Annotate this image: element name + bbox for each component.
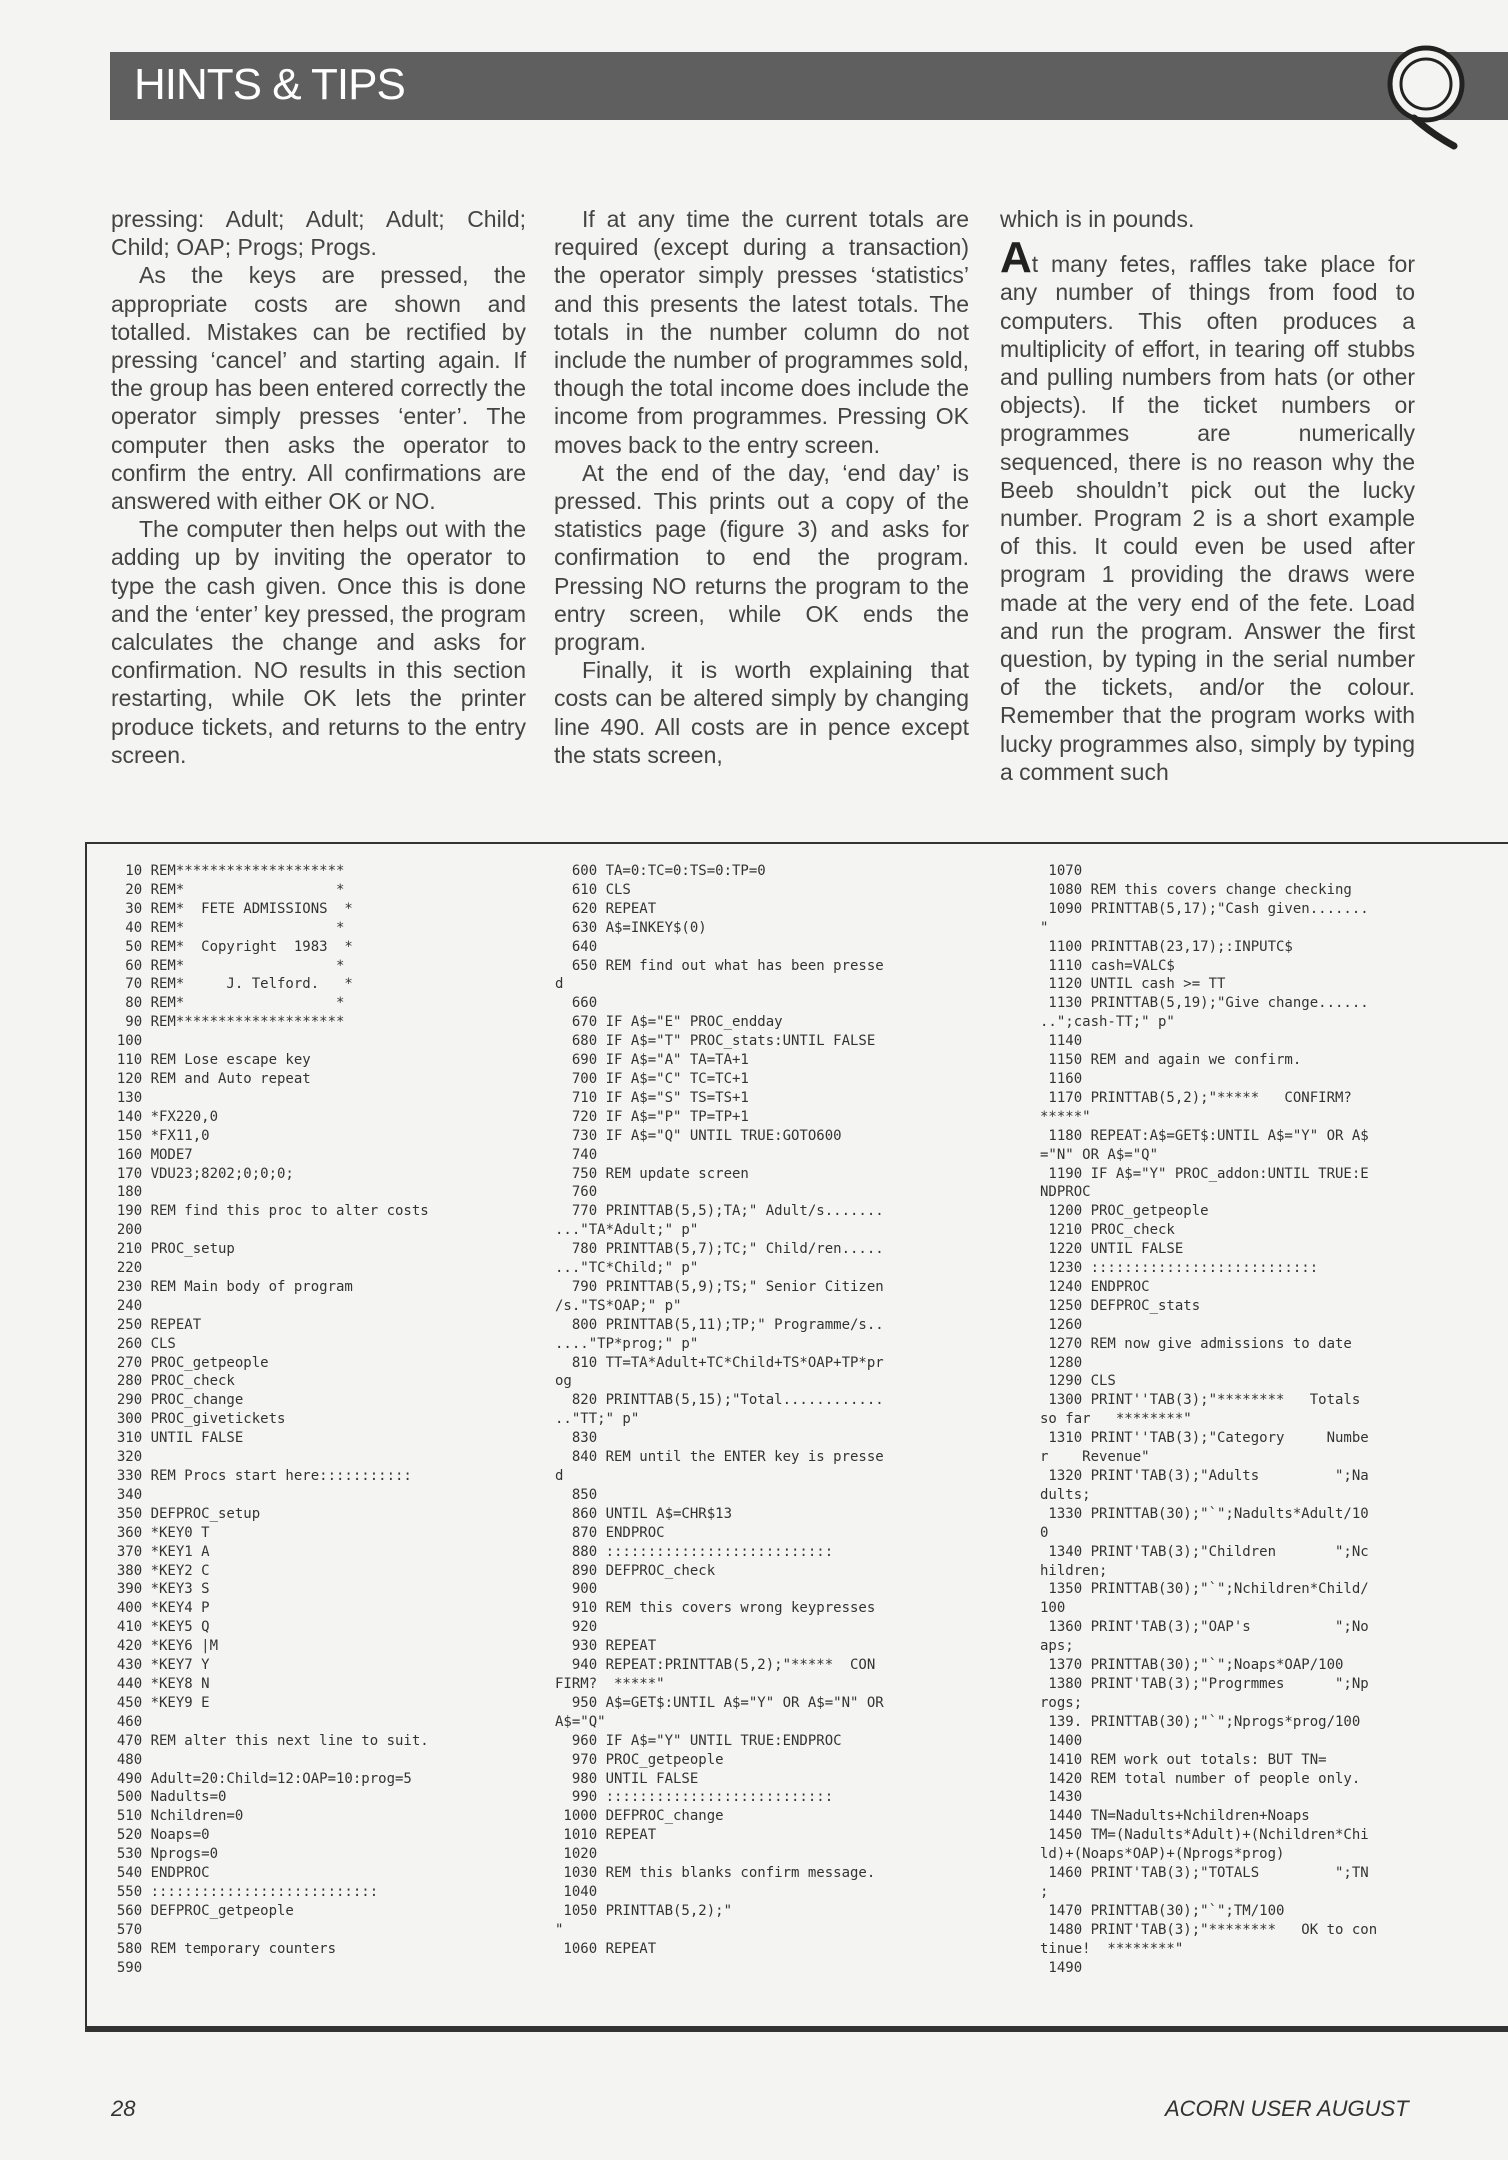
code-line: 720 IF A$="P" TP=TP+1: [555, 1108, 749, 1125]
code-line: 420 *KEY6 |M: [100, 1638, 219, 1655]
code-line: 800 PRINTTAB(5,11);TP;" Programme/s..: [555, 1316, 884, 1333]
paragraph: At the end of the day, ‘end day’ is pressed. This prints out a copy of the statistics page (figure 3) and asks for confirmation to end the program. Pressing NO returns the program to the entry screen, while OK ends the program.: [554, 459, 969, 656]
code-line: 130: [100, 1089, 143, 1106]
page-number: 28: [111, 2096, 136, 2121]
code-line: 350 DEFPROC_setup: [100, 1505, 261, 1522]
code-line: 210 PROC_setup: [100, 1241, 235, 1258]
code-line: 1380 PRINT'TAB(3);"Progrmmes ";Np: [1040, 1675, 1369, 1692]
code-line: 820 PRINTTAB(5,15);"Total............: [555, 1392, 884, 1409]
code-line: 930 REPEAT: [555, 1638, 657, 1655]
code-line: 1410 REM work out totals: BUT TN=: [1040, 1751, 1327, 1768]
code-line: 90 REM********************: [100, 1014, 345, 1031]
code-line: 880 :::::::::::::::::::::::::::: [555, 1543, 834, 1560]
code-line: 950 A$=GET$:UNTIL A$="Y" OR A$="N" OR: [555, 1694, 884, 1711]
code-line: 690 IF A$="A" TA=TA+1: [555, 1052, 749, 1069]
code-line: ="N" OR A$="Q": [1040, 1146, 1159, 1163]
code-line: *****": [1040, 1108, 1091, 1125]
code-line: 960 IF A$="Y" UNTIL TRUE:ENDPROC: [555, 1732, 842, 1749]
code-line: 610 CLS: [555, 881, 631, 898]
code-line: 740: [555, 1146, 598, 1163]
code-line: ": [1040, 919, 1049, 936]
code-line: 470 REM alter this next line to suit.: [100, 1732, 429, 1749]
paragraph: If at any time the current totals are required (except during a transaction) the operator simply presses ‘statistics’ and this presents the latest totals. The totals in the number column do not include the number of programmes sold, though the total income does include the income from programmes. Pressing OK moves back to the entry screen.: [554, 206, 969, 458]
code-line: 50 REM* Copyright 1983 *: [100, 938, 353, 955]
code-line: 100: [1040, 1600, 1066, 1617]
code-line: 1030 REM this blanks confirm message.: [555, 1865, 876, 1882]
paragraph: As the keys are pressed, the appropriate costs are shown and totalled. Mistakes can be rectified by pressing ‘cancel’ and starting again. If the group has been entered correctly the operator simply presses ‘enter’. The computer then asks the operator to confirm the entry. All confirmations are answered with either OK or NO.: [111, 262, 526, 515]
section-header-band: [110, 52, 1508, 120]
code-line: 1100 PRINTTAB(23,17);:INPUTC$: [1040, 938, 1293, 955]
code-line: d: [555, 976, 564, 993]
code-line: A$="Q": [555, 1713, 606, 1730]
code-line: 0: [1040, 1524, 1049, 1541]
paragraph: The computer then helps out with the adding up by inviting the operator to type the cash given. Once this is done and the ‘enter’ key pressed, the program calculates the change and asks for confirmation. NO results in this section restarting, while OK lets the printer produce tickets, and returns to the entry screen.: [111, 516, 526, 768]
code-line: NDPROC: [1040, 1184, 1091, 1201]
code-line: 1120 UNTIL cash >= TT: [1040, 976, 1226, 993]
code-line: 1020: [555, 1846, 598, 1863]
code-line: og: [555, 1373, 572, 1390]
code-line: 980 UNTIL FALSE: [555, 1770, 699, 1787]
code-line: ld)+(Noaps*OAP)+(Nprogs*prog): [1040, 1846, 1285, 1863]
code-line: 570: [100, 1921, 143, 1938]
code-line: 1310 PRINT''TAB(3);"Category Numbe: [1040, 1430, 1369, 1447]
code-line: r Revenue": [1040, 1449, 1150, 1466]
code-line: 1060 REPEAT: [555, 1940, 657, 1957]
paragraph-body: t many fetes, raffles take place for any number of things from food to computers. This often produces a multiplicity of effort, in tearing off stubbs and pulling numbers from hats (or other objects). If the ticket numbers or programmes are numerically sequenced, there is no reason why the Beeb shouldn’t pick out the lucky number. Program 2 is a short example of this. It could even be used after program 1 providing the draws were made at the very end of the fete. Load and run the program. Answer the first question, by typing in the serial number of the tickets, and/or the colour. Remember that the program works with lucky programmes also, simply by typing a comment such: [1000, 251, 1415, 785]
code-line: 160 MODE7: [100, 1146, 193, 1163]
code-line: 1090 PRINTTAB(5,17);"Cash given.......: [1040, 900, 1369, 917]
code-line: 370 *KEY1 A: [100, 1543, 210, 1560]
code-line: ..."TA*Adult;" p": [555, 1222, 699, 1239]
code-line: 450 *KEY9 E: [100, 1694, 210, 1711]
code-line: 1230 :::::::::::::::::::::::::::: [1040, 1260, 1319, 1277]
code-line: 970 PROC_getpeople: [555, 1751, 724, 1768]
code-line: 400 *KEY4 P: [100, 1600, 210, 1617]
code-line: 850: [555, 1486, 598, 1503]
code-line: 750 REM update screen: [555, 1165, 749, 1182]
code-line: .."TT;" p": [555, 1411, 640, 1428]
code-line: 1190 IF A$="Y" PROC_addon:UNTIL TRUE:E: [1040, 1165, 1369, 1182]
article-column-1: [111, 205, 526, 769]
listing-column-1: [100, 862, 429, 1977]
code-line: 730 IF A$="Q" UNTIL TRUE:GOTO600: [555, 1127, 842, 1144]
code-line: ..."TC*Child;" p": [555, 1260, 699, 1277]
code-line: 1420 REM total number of people only.: [1040, 1770, 1361, 1787]
code-line: 280 PROC_check: [100, 1373, 235, 1390]
code-line: 1350 PRINTTAB(30);"`";Nchildren*Child/: [1040, 1581, 1369, 1598]
code-line: 580 REM temporary counters: [100, 1940, 337, 1957]
code-line: 360 *KEY0 T: [100, 1524, 210, 1541]
code-line: 760: [555, 1184, 598, 1201]
listing-bottom-rule: [85, 2026, 1508, 2032]
code-line: 1010 REPEAT: [555, 1827, 657, 1844]
code-line: 139. PRINTTAB(30);"`";Nprogs*prog/100: [1040, 1713, 1361, 1730]
code-line: 1110 cash=VALC$: [1040, 957, 1175, 974]
code-line: 300 PROC_givetickets: [100, 1411, 286, 1428]
code-line: 550 :::::::::::::::::::::::::::: [100, 1883, 379, 1900]
code-line: 1170 PRINTTAB(5,2);"***** CONFIRM?: [1040, 1089, 1352, 1106]
code-line: 290 PROC_change: [100, 1392, 244, 1409]
code-line: 890 DEFPROC_check: [555, 1562, 716, 1579]
code-line: 1240 ENDPROC: [1040, 1278, 1150, 1295]
code-line: 390 *KEY3 S: [100, 1581, 210, 1598]
code-line: 220: [100, 1260, 143, 1277]
code-line: 1370 PRINTTAB(30);"`";Noaps*OAP/100: [1040, 1657, 1344, 1674]
article-column-2: [554, 205, 969, 769]
code-line: 530 Nprogs=0: [100, 1846, 219, 1863]
code-line: 1150 REM and again we confirm.: [1040, 1052, 1302, 1069]
paragraph: Finally, it is worth explaining that costs can be altered simply by changing line 490. All costs are in pence except the stats screen,: [554, 657, 969, 768]
code-line: 660: [555, 995, 598, 1012]
code-line: 1130 PRINTTAB(5,19);"Give change......: [1040, 995, 1369, 1012]
code-line: 990 :::::::::::::::::::::::::::: [555, 1789, 834, 1806]
listing-column-3: [1040, 862, 1377, 1977]
code-line: 1050 PRINTTAB(5,2);": [555, 1902, 733, 1919]
listing-column-2: [555, 862, 884, 1959]
code-line: 770 PRINTTAB(5,5);TA;" Adult/s.......: [555, 1203, 884, 1220]
code-line: 380 *KEY2 C: [100, 1562, 210, 1579]
code-line: 120 REM and Auto repeat: [100, 1070, 311, 1087]
code-line: d: [555, 1468, 564, 1484]
code-line: 150 *FX11,0: [100, 1127, 210, 1144]
code-line: 540 ENDPROC: [100, 1865, 210, 1882]
code-line: 1220 UNTIL FALSE: [1040, 1241, 1184, 1258]
code-line: 430 *KEY7 Y: [100, 1657, 210, 1674]
magazine-footer: ACORN USER AUGUST: [1165, 2096, 1409, 2121]
code-line: 260 CLS: [100, 1335, 176, 1352]
code-line: 910 REM this covers wrong keypresses: [555, 1600, 876, 1617]
code-line: 1160: [1040, 1070, 1083, 1087]
paragraph: pressing: Adult; Adult; Adult; Child; Child; OAP; Progs; Progs.: [111, 206, 526, 261]
code-line: 1470 PRINTTAB(30);"`";TM/100: [1040, 1902, 1285, 1919]
code-line: 780 PRINTTAB(5,7);TC;" Child/ren.....: [555, 1241, 884, 1258]
code-line: 700 IF A$="C" TC=TC+1: [555, 1070, 749, 1087]
code-line: 480: [100, 1751, 143, 1768]
code-line: 830: [555, 1430, 598, 1447]
code-line: 1290 CLS: [1040, 1373, 1116, 1390]
code-line: 710 IF A$="S" TS=TS+1: [555, 1089, 749, 1106]
code-line: /s."TS*OAP;" p": [555, 1297, 682, 1314]
code-line: 240: [100, 1297, 143, 1314]
code-line: 920: [555, 1619, 598, 1636]
code-line: 1400: [1040, 1732, 1083, 1749]
code-line: 190 REM find this proc to alter costs: [100, 1203, 429, 1220]
code-line: aps;: [1040, 1638, 1074, 1655]
code-line: 320: [100, 1449, 143, 1466]
code-line: ": [555, 1921, 564, 1938]
code-line: 250 REPEAT: [100, 1316, 202, 1333]
code-line: 1200 PROC_getpeople: [1040, 1203, 1209, 1220]
code-line: 1320 PRINT'TAB(3);"Adults ";Na: [1040, 1468, 1369, 1484]
code-line: 630 A$=INKEY$(0): [555, 919, 707, 936]
code-line: 1180 REPEAT:A$=GET$:UNTIL A$="Y" OR A$: [1040, 1127, 1369, 1144]
code-line: 1070: [1040, 863, 1083, 879]
code-line: 520 Noaps=0: [100, 1827, 210, 1844]
code-line: 1300 PRINT''TAB(3);"******** Totals: [1040, 1392, 1361, 1409]
code-line: 40 REM* *: [100, 919, 345, 936]
code-line: 620 REPEAT: [555, 900, 657, 917]
code-line: 100: [100, 1033, 143, 1050]
code-line: hildren;: [1040, 1562, 1108, 1579]
code-line: 640: [555, 938, 598, 955]
code-line: 170 VDU23;8202;0;0;0;: [100, 1165, 294, 1182]
section-title: HINTS & TIPS: [134, 60, 405, 109]
code-line: 1330 PRINTTAB(30);"`";Nadults*Adult/10: [1040, 1505, 1369, 1522]
code-line: 310 UNTIL FALSE: [100, 1430, 244, 1447]
code-line: 1140: [1040, 1033, 1083, 1050]
code-line: 490 Adult=20:Child=12:OAP=10:prog=5: [100, 1770, 412, 1787]
code-line: 790 PRINTTAB(5,9);TS;" Senior Citizen: [555, 1278, 884, 1295]
drop-cap-paragraph: [1000, 233, 1415, 786]
code-line: 510 Nchildren=0: [100, 1808, 244, 1825]
code-line: 860 UNTIL A$=CHR$13: [555, 1505, 733, 1522]
code-line: 270 PROC_getpeople: [100, 1354, 269, 1371]
code-line: 840 REM until the ENTER key is presse: [555, 1449, 884, 1466]
code-line: ...."TP*prog;" p": [555, 1335, 699, 1352]
code-line: 1210 PROC_check: [1040, 1222, 1175, 1239]
code-line: 20 REM* *: [100, 881, 345, 898]
code-line: so far ********": [1040, 1411, 1192, 1428]
code-line: tinue! ********": [1040, 1940, 1184, 1957]
code-line: 870 ENDPROC: [555, 1524, 665, 1541]
code-line: 590: [100, 1959, 143, 1976]
code-line: 1440 TN=Nadults+Nchildren+Noaps: [1040, 1808, 1310, 1825]
code-line: 900: [555, 1581, 598, 1598]
code-line: 560 DEFPROC_getpeople: [100, 1902, 294, 1919]
code-line: 1450 TM=(Nadults*Adult)+(Nchildren*Chi: [1040, 1827, 1369, 1844]
code-line: ;: [1040, 1883, 1049, 1900]
code-line: 1360 PRINT'TAB(3);"OAP's ";No: [1040, 1619, 1369, 1636]
code-line: FIRM? *****": [555, 1675, 665, 1692]
code-line: 1480 PRINT'TAB(3);"******** OK to con: [1040, 1921, 1378, 1938]
code-line: 1000 DEFPROC_change: [555, 1808, 724, 1825]
code-line: 1340 PRINT'TAB(3);"Children ";Nc: [1040, 1543, 1369, 1560]
code-line: 1080 REM this covers change checking: [1040, 881, 1352, 898]
code-line: 340: [100, 1486, 143, 1503]
code-line: 650 REM find out what has been presse: [555, 957, 884, 974]
code-line: 1250 DEFPROC_stats: [1040, 1297, 1201, 1314]
code-line: 110 REM Lose escape key: [100, 1052, 311, 1069]
code-line: 1280: [1040, 1354, 1083, 1371]
code-line: rogs;: [1040, 1694, 1083, 1711]
code-line: 330 REM Procs start here:::::::::::: [100, 1468, 412, 1484]
code-line: 410 *KEY5 Q: [100, 1619, 210, 1636]
code-line: 680 IF A$="T" PROC_stats:UNTIL FALSE: [555, 1033, 876, 1050]
paragraph: which is in pounds.: [1000, 206, 1195, 232]
code-line: 140 *FX220,0: [100, 1108, 219, 1125]
code-line: dults;: [1040, 1486, 1091, 1503]
code-line: 80 REM* *: [100, 995, 345, 1012]
code-line: ..";cash-TT;" p": [1040, 1014, 1175, 1031]
code-line: 10 REM********************: [100, 863, 345, 879]
code-line: 500 Nadults=0: [100, 1789, 227, 1806]
code-line: 460: [100, 1713, 143, 1730]
code-line: 1490: [1040, 1959, 1083, 1976]
code-line: 670 IF A$="E" PROC_endday: [555, 1014, 783, 1031]
code-line: 1040: [555, 1883, 598, 1900]
code-line: 70 REM* J. Telford. *: [100, 976, 353, 993]
article-column-3: [1000, 205, 1415, 786]
code-line: 30 REM* FETE ADMISSIONS *: [100, 900, 353, 917]
code-line: 1260: [1040, 1316, 1083, 1333]
code-line: 180: [100, 1184, 143, 1201]
code-line: 1430: [1040, 1789, 1083, 1806]
code-line: 940 REPEAT:PRINTTAB(5,2);"***** CON: [555, 1657, 876, 1674]
code-line: 230 REM Main body of program: [100, 1278, 353, 1295]
code-line: 60 REM* *: [100, 957, 345, 974]
code-line: 1270 REM now give admissions to date: [1040, 1335, 1352, 1352]
code-line: 200: [100, 1222, 143, 1239]
code-line: 810 TT=TA*Adult+TC*Child+TS*OAP+TP*pr: [555, 1354, 884, 1371]
code-line: 1460 PRINT'TAB(3);"TOTALS ";TN: [1040, 1865, 1369, 1882]
question-mark-logo-icon: [1374, 38, 1478, 150]
drop-cap: A: [1000, 233, 1032, 283]
code-line: 600 TA=0:TC=0:TS=0:TP=0: [555, 863, 766, 879]
code-line: 440 *KEY8 N: [100, 1675, 210, 1692]
